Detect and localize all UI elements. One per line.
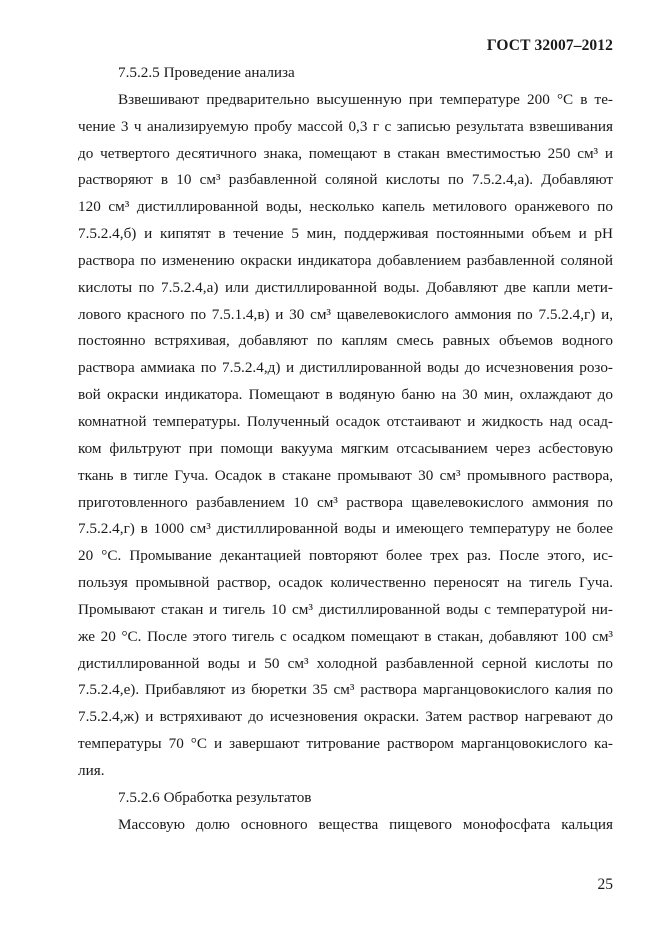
- text-line: лового красного по 7.5.1.4,в) и 30 см³ щавелевокислого аммония по 7.5.2.4,г) и,: [78, 305, 613, 323]
- text-line: приготовленного разбавлением 10 см³ раствора щавелевокислого аммония по: [78, 493, 613, 511]
- text-line: до четвертого десятичного знака, помещают в стакан вместимостью 250 см³ и: [78, 144, 613, 162]
- section-heading: 7.5.2.5 Проведение анализа: [118, 64, 295, 81]
- text-line: 7.5.2.4,б) и кипятят в течение 5 мин, поддерживая постоянными объем и pH: [78, 225, 613, 243]
- text-line: кислоты по 7.5.2.4,а) или дистиллированной воды. Добавляют две капли мети-: [78, 278, 613, 296]
- text-line: 7.5.2.4,е). Прибавляют из бюретки 35 см³ раствора марганцовокислого калия по: [78, 681, 613, 699]
- text-line: раствора по изменению окраски индикатора добавлением разбавленной соляной: [78, 251, 613, 269]
- text-line: 120 см³ дистиллированной воды, несколько капель метилового оранжевого по: [78, 198, 613, 216]
- text-line: же 20 °С. После этого тигель с осадком помещают в стакан, добавляют 100 см³: [78, 627, 613, 645]
- text-line: ткань в тигле Гуча. Осадок в стакане промывают 30 см³ промывного раствора,: [78, 466, 613, 484]
- text-line: постоянно встряхивая, добавляют по каплям смесь равных объемов водного: [78, 332, 613, 350]
- text-line: дистиллированной воды и 50 см³ холодной разбавленной серной кислоты по: [78, 654, 613, 672]
- text-line: растворяют в 10 см³ разбавленной соляной кислоты по 7.5.2.4,а). Добавляют: [78, 171, 613, 189]
- text-line: Промывают стакан и тигель 10 см³ дистиллированной воды с температурой ни-: [78, 600, 613, 618]
- text-line: вой окраски индикатора. Помещают в водяную баню на 30 мин, охлаждают до: [78, 386, 613, 404]
- section-heading: 7.5.2.6 Обработка результатов: [118, 788, 312, 806]
- page-body: [78, 60, 613, 838]
- text-line: 7.5.2.4,г) в 1000 см³ дистиллированной воды и имеющего температуру не более: [78, 520, 613, 538]
- text-line: Взвешивают предварительно высушенную при температуре 200 °С в те-: [118, 90, 613, 108]
- text-line: пользуя промывной раствор, осадок количественно переносят на тигель Гуча.: [78, 574, 613, 592]
- text-line: 7.5.2.4,ж) и встряхивают до исчезновения окраски. Затем раствор нагревают до: [78, 708, 613, 726]
- text-line: 20 °С. Промывание декантацией повторяют более трех раз. После этого, ис-: [78, 547, 613, 565]
- text-line: ком фильтруют при помощи вакуума мягким отсасыванием через асбестовую: [78, 439, 613, 457]
- text-line: лия.: [78, 761, 105, 779]
- text-line: комнатной температуры. Полученный осадок отстаивают и жидкость над осад-: [78, 412, 613, 430]
- text-line: чение 3 ч анализируемую пробу массой 0,3 г с записью результата взвешивания: [78, 117, 613, 135]
- text-line: Массовую долю основного вещества пищевого монофосфата кальция: [118, 815, 613, 833]
- text-line: температуры 70 °С и завершают титрование раствором марганцовокислого ка-: [78, 735, 613, 753]
- text-line: раствора аммиака по 7.5.2.4,д) и дистиллированной воды до исчезновения розо-: [78, 359, 613, 377]
- document-header: ГОСТ 32007–2012: [486, 37, 613, 54]
- page-number: 25: [597, 876, 613, 893]
